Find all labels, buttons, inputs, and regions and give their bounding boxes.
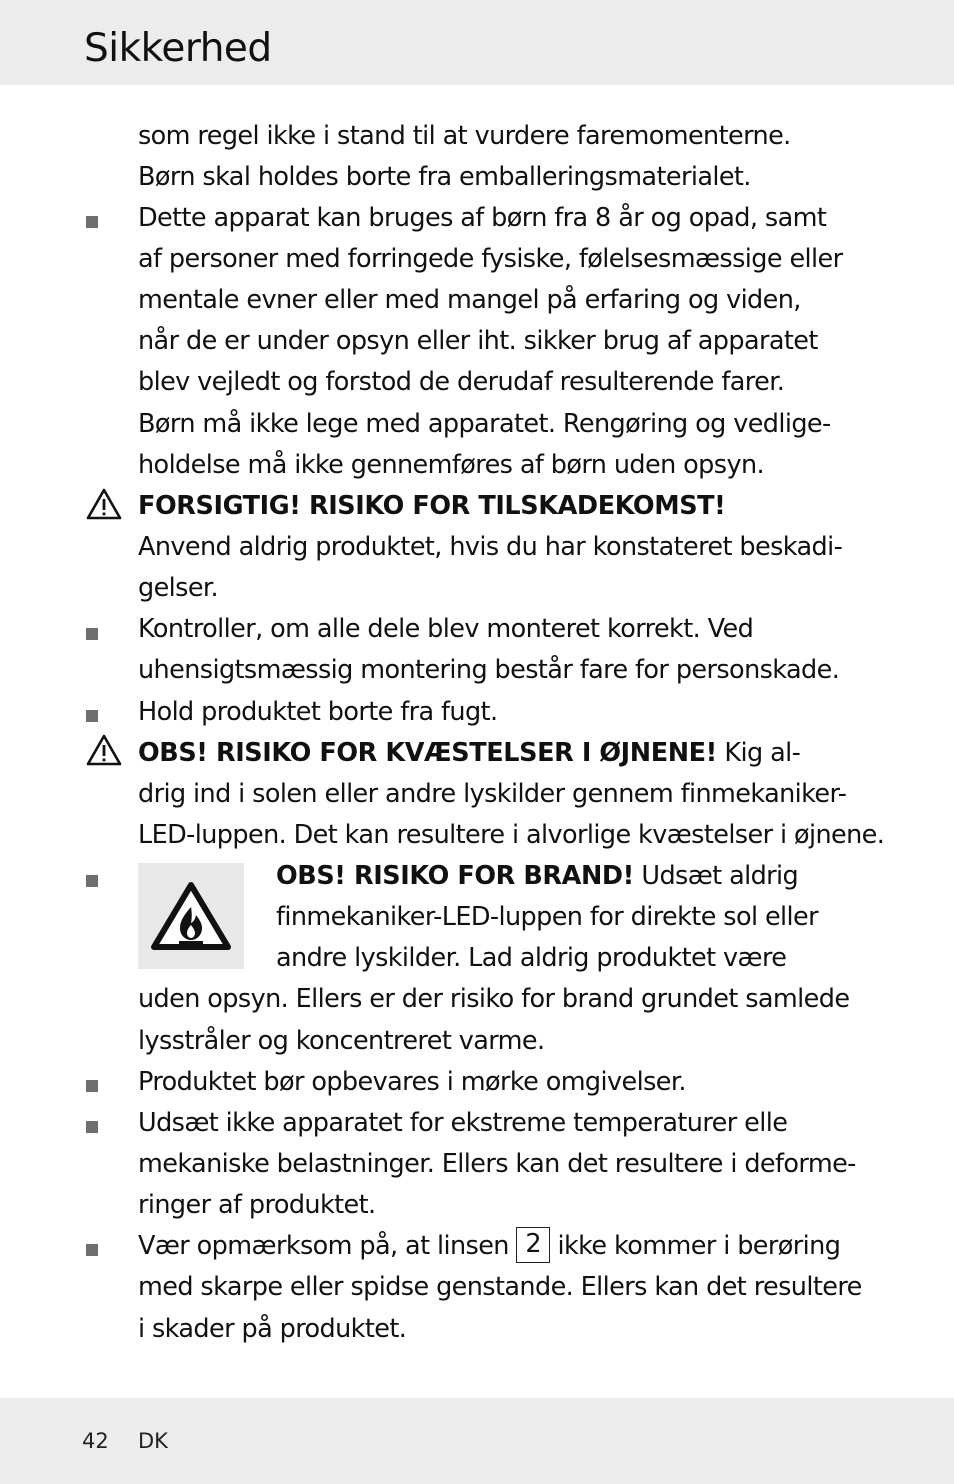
- page-header: [0, 0, 954, 85]
- fire-hazard-pictogram: [138, 863, 244, 969]
- text-span: Udsæt aldrig: [633, 861, 799, 891]
- square-bullet-icon: [86, 710, 98, 722]
- text-span: Kig al-: [716, 738, 801, 768]
- text-line: mentale evner eller med mangel på erfaring og viden,: [138, 285, 801, 315]
- page-number: 42: [82, 1429, 109, 1453]
- text-line: når de er under opsyn eller iht. sikker brug af apparatet: [138, 326, 818, 356]
- text-line: Produktet bør opbevares i mørke omgivelser.: [138, 1067, 686, 1097]
- text-line: Anvend aldrig produktet, hvis du har konstateret beskadi-: [138, 532, 843, 562]
- text-line: [138, 733, 800, 774]
- warning-triangle-icon: [86, 488, 122, 520]
- text-span: Vær opmærksom på, at linsen: [138, 1231, 517, 1261]
- text-line: Kontroller, om alle dele blev monteret korrekt. Ved: [138, 614, 754, 644]
- text-line: andre lyskilder. Lad aldrig produktet være: [276, 943, 787, 973]
- part-number-box: 2: [516, 1227, 550, 1263]
- text-line: drig ind i solen eller andre lyskilder gennem finmekaniker-: [138, 779, 847, 809]
- square-bullet-icon: [86, 1244, 98, 1256]
- text-line: Udsæt ikke apparatet for ekstreme temperaturer elle: [138, 1108, 788, 1138]
- text-line: Hold produktet borte fra fugt.: [138, 697, 498, 727]
- text-line: i skader på produktet.: [138, 1314, 407, 1344]
- warning-heading: OBS! RISIKO FOR BRAND!: [276, 861, 634, 891]
- text-line: holdelse må ikke gennemføres af børn uden opsyn.: [138, 450, 765, 480]
- text-span: ikke kommer i berøring: [549, 1231, 841, 1261]
- text-line: uden opsyn. Ellers er der risiko for brand grundet samlede: [138, 984, 850, 1014]
- page-footer: [0, 1398, 954, 1484]
- square-bullet-icon: [86, 1080, 98, 1092]
- warning-heading: OBS! RISIKO FOR KVÆSTELSER I ØJNENE!: [138, 738, 717, 768]
- text-line: af personer med forringede fysiske, følelsesmæssige eller: [138, 244, 843, 274]
- text-line: blev vejledt og forstod de derudaf resulterende farer.: [138, 367, 785, 397]
- warning-heading: FORSIGTIG! RISIKO FOR TILSKADEKOMST!: [138, 491, 726, 521]
- text-line: Dette apparat kan bruges af børn fra 8 år og opad, samt: [138, 203, 827, 233]
- text-line: lysstråler og koncentreret varme.: [138, 1026, 545, 1056]
- text-line: uhensigtsmæssig montering består fare for personskade.: [138, 655, 840, 685]
- text-line: LED-luppen. Det kan resultere i alvorlige kvæstelser i øjnene.: [138, 820, 885, 850]
- text-line: [276, 856, 798, 897]
- square-bullet-icon: [86, 1121, 98, 1133]
- text-line: med skarpe eller spidse genstande. Ellers kan det resultere: [138, 1272, 862, 1302]
- text-line: mekaniske belastninger. Ellers kan det resultere i deforme-: [138, 1149, 856, 1179]
- text-line: Børn skal holdes borte fra emballeringsmaterialet.: [138, 162, 751, 192]
- text-line: Børn må ikke lege med apparatet. Rengøring og vedlige-: [138, 409, 831, 439]
- text-line: gelser.: [138, 573, 218, 603]
- square-bullet-icon: [86, 628, 98, 640]
- warning-triangle-icon: [86, 734, 122, 766]
- fire-hazard-icon: [138, 863, 244, 969]
- language-code: DK: [138, 1429, 168, 1453]
- page-title: Sikkerhed: [84, 26, 272, 71]
- text-line: finmekaniker-LED-luppen for direkte sol eller: [276, 902, 818, 932]
- square-bullet-icon: [86, 216, 98, 228]
- text-line: ringer af produktet.: [138, 1190, 376, 1220]
- text-line: [138, 1226, 840, 1267]
- text-line: som regel ikke i stand til at vurdere faremomenterne.: [138, 121, 791, 151]
- square-bullet-icon: [86, 875, 98, 887]
